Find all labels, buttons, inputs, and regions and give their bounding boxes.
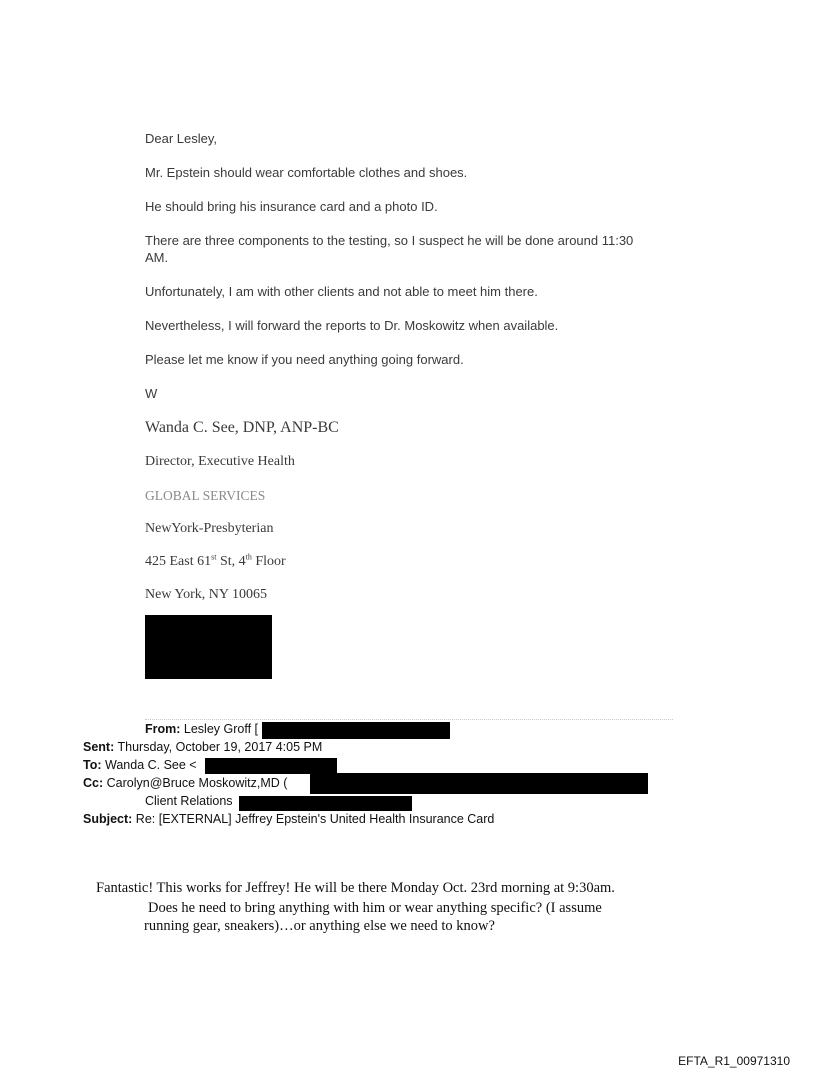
paragraph-unfortunately: Unfortunately, I am with other clients and not able to meet him there. xyxy=(145,284,538,299)
signature-department: GLOBAL SERVICES xyxy=(145,488,266,503)
document-id: EFTA_R1_00971310 xyxy=(678,1054,790,1068)
header-to: To: Wanda C. See < xyxy=(83,758,197,772)
paragraph-insurance: He should bring his insurance card and a photo ID. xyxy=(145,199,438,214)
paragraph-forward-reports: Nevertheless, I will forward the reports to Dr. Moskowitz when available. xyxy=(145,318,559,333)
paragraph-testing-cont: AM. xyxy=(145,250,169,265)
header-cc-continued: Client Relations xyxy=(145,794,233,808)
redaction-client-relations-email xyxy=(239,796,412,811)
signature-name: Wanda C. See, DNP, ANP-BC xyxy=(145,419,339,436)
sender-initial: W xyxy=(145,386,158,401)
signature-title: Director, Executive Health xyxy=(145,454,295,469)
reply-line-1: Fantastic! This works for Jeffrey! He will be there Monday Oct. 23rd morning at 9:30am. xyxy=(96,880,615,896)
redaction-cc-email xyxy=(310,773,648,794)
header-sent: Sent: Thursday, October 19, 2017 4:05 PM xyxy=(83,740,323,754)
redaction-to-email xyxy=(205,758,337,774)
redaction-logo-block xyxy=(145,615,272,679)
paragraph-clothes: Mr. Epstein should wear comfortable clothes and shoes. xyxy=(145,165,468,180)
signature-city: New York, NY 10065 xyxy=(145,587,267,602)
paragraph-testing: There are three components to the testing, so I suspect he will be done around 11:30 xyxy=(145,233,634,248)
header-subject: Subject: Re: [EXTERNAL] Jeffrey Epstein's United Health Insurance Card xyxy=(83,812,495,826)
reply-line-3: running gear, sneakers)…or anything else we need to know? xyxy=(144,918,495,934)
email-separator xyxy=(145,719,673,720)
header-cc: Cc: Carolyn@Bruce Moskowitz,MD ( xyxy=(83,776,288,790)
signature-address: 425 East 61st St, 4th Floor xyxy=(145,552,286,569)
redaction-from-email xyxy=(262,722,450,739)
paragraph-please-let-me-know: Please let me know if you need anything going forward. xyxy=(145,352,464,367)
greeting: Dear Lesley, xyxy=(145,131,218,146)
reply-line-2: Does he need to bring anything with him or wear anything specific? (I assume xyxy=(148,900,602,916)
signature-organization: NewYork-Presbyterian xyxy=(145,521,274,536)
header-from: From: Lesley Groff [ xyxy=(145,722,259,736)
